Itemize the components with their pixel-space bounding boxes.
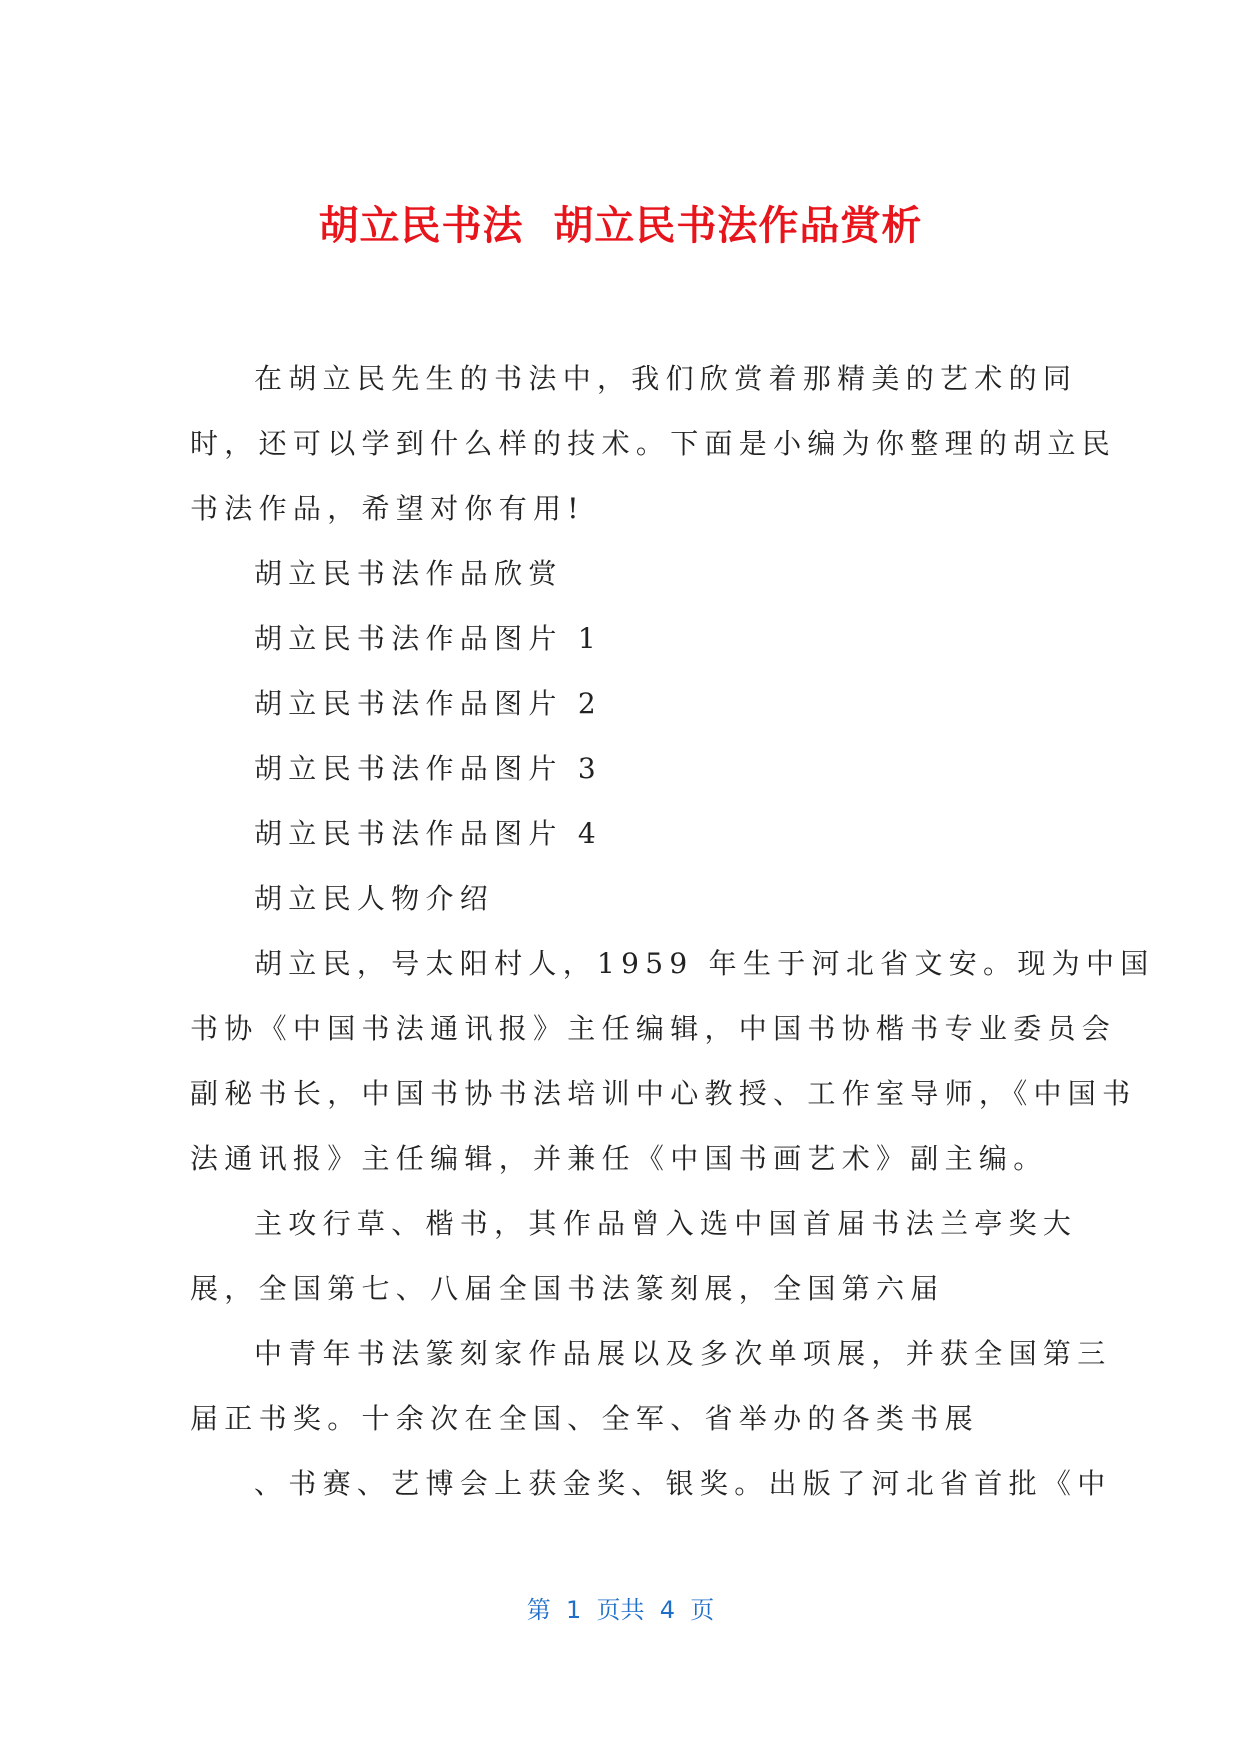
image-caption: 胡立民书法作品图片 1: [254, 622, 603, 655]
image-caption: 胡立民书法作品图片 3: [254, 752, 603, 785]
paragraph-line: 主攻行草、楷书，其作品曾入选中国首届书法兰亭奖大: [254, 1207, 1078, 1240]
page-number-footer: 第 1 页共 4 页: [526, 1596, 715, 1624]
paragraph-line: 届正书奖。十余次在全国、全军、省举办的各类书展: [190, 1402, 979, 1435]
document-body: [190, 351, 1155, 1521]
paragraph-line: 法通讯报》主任编辑，并兼任《中国书画艺术》副主编。: [190, 1142, 1048, 1175]
paragraph-line: 中青年书法篆刻家作品展以及多次单项展，并获全国第三: [254, 1337, 1112, 1370]
image-caption: 胡立民书法作品图片 4: [254, 817, 603, 850]
paragraph-line: 书法作品，希望对你有用!: [190, 492, 585, 525]
paragraph-line: 胡立民，号太阳村人，1959 年生于河北省文安。现为中国: [254, 947, 1155, 980]
paragraph-line: 、书赛、艺博会上获金奖、银奖。出版了河北省首批《中: [254, 1467, 1112, 1500]
paragraph-line: 在胡立民先生的书法中，我们欣赏着那精美的艺术的同: [254, 362, 1078, 395]
paragraph-line: 书协《中国书法通讯报》主任编辑，中国书协楷书专业委员会: [190, 1012, 1117, 1045]
document-title: 胡立民书法 胡立民书法作品赏析: [318, 203, 923, 249]
image-caption: 胡立民书法作品图片 2: [254, 687, 603, 720]
paragraph-line: 展，全国第七、八届全国书法篆刻展，全国第六届: [190, 1272, 945, 1305]
paragraph-line: 时，还可以学到什么样的技术。下面是小编为你整理的胡立民: [190, 427, 1117, 460]
paragraph-line: 副秘书长，中国书协书法培训中心教授、工作室导师，《中国书: [190, 1077, 1137, 1110]
section-heading: 胡立民书法作品欣赏: [254, 557, 563, 590]
section-heading: 胡立民人物介绍: [254, 882, 495, 915]
